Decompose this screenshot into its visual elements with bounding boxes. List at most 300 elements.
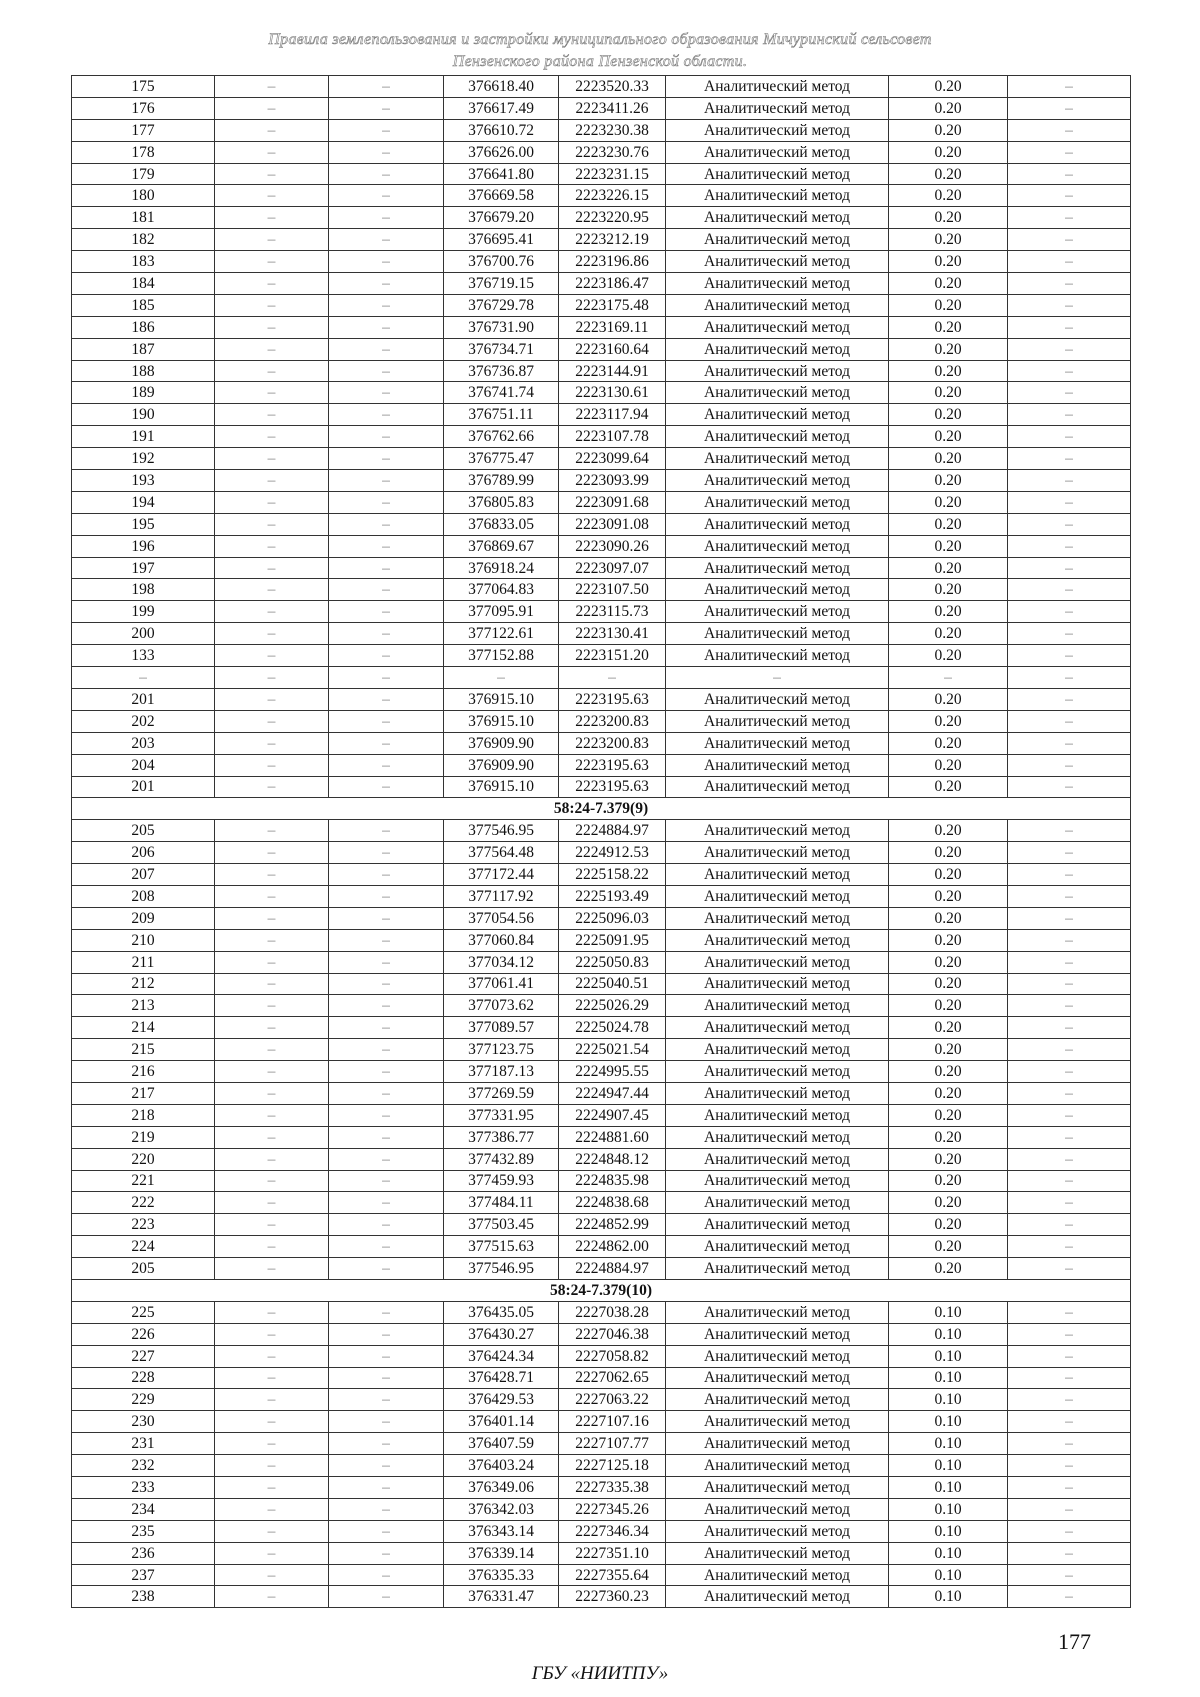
point-number-cell: 192 [72, 448, 215, 470]
precision-cell: 0.20 [889, 601, 1008, 623]
point-number-cell: 191 [72, 426, 215, 448]
empty-cell-b: – [329, 76, 444, 98]
point-number-cell: 229 [72, 1389, 215, 1411]
note-cell: – [1008, 1192, 1131, 1214]
table-row [72, 316, 1131, 338]
point-number-cell: 201 [72, 776, 215, 798]
table-row [72, 1301, 1131, 1323]
table-row [72, 951, 1131, 973]
note-cell: – [1008, 1126, 1131, 1148]
empty-cell-a: – [215, 907, 329, 929]
precision-cell: 0.20 [889, 185, 1008, 207]
precision-cell: 0.20 [889, 426, 1008, 448]
empty-cell-b: – [329, 885, 444, 907]
empty-cell-b: – [329, 579, 444, 601]
precision-cell: 0.20 [889, 754, 1008, 776]
empty-cell-b: – [329, 141, 444, 163]
empty-cell-b: – [329, 338, 444, 360]
y-coordinate-cell: 2227058.82 [559, 1345, 666, 1367]
method-cell: Аналитический метод [666, 229, 889, 251]
y-coordinate-cell: 2225040.51 [559, 973, 666, 995]
empty-cell-a: – [215, 645, 329, 667]
running-header-line-1: Правила землепользования и застройки муниципального образования Мичуринский сельсовет [268, 31, 932, 48]
table-row [72, 1039, 1131, 1061]
table-row [72, 732, 1131, 754]
note-cell: – [1008, 1477, 1131, 1499]
precision-cell: 0.20 [889, 1214, 1008, 1236]
precision-cell: 0.20 [889, 864, 1008, 886]
precision-cell: 0.20 [889, 360, 1008, 382]
empty-cell-b: – [329, 1477, 444, 1499]
empty-cell-b: – [329, 97, 444, 119]
note-cell: – [1008, 382, 1131, 404]
running-header-line-2: Пензенского района Пензенской области. [452, 53, 748, 70]
empty-cell-a: – [215, 426, 329, 448]
table-row [72, 426, 1131, 448]
empty-cell-a: – [215, 1542, 329, 1564]
point-number-cell: 209 [72, 907, 215, 929]
x-coordinate-cell: 377187.13 [444, 1061, 559, 1083]
point-number-cell: 188 [72, 360, 215, 382]
note-cell: – [1008, 316, 1131, 338]
precision-cell: 0.20 [889, 973, 1008, 995]
point-number-cell: 234 [72, 1498, 215, 1520]
empty-cell-a: – [215, 1433, 329, 1455]
note-cell: – [1008, 229, 1131, 251]
table-row [72, 1345, 1131, 1367]
precision-cell: 0.10 [889, 1301, 1008, 1323]
point-number-cell: 238 [72, 1586, 215, 1608]
empty-cell-a: – [215, 1039, 329, 1061]
method-cell: Аналитический метод [666, 1542, 889, 1564]
empty-cell-b: – [329, 1301, 444, 1323]
x-coordinate-cell: 377117.92 [444, 885, 559, 907]
table-row [72, 1148, 1131, 1170]
y-coordinate-cell: 2224884.97 [559, 820, 666, 842]
table-row [72, 1017, 1131, 1039]
note-cell: – [1008, 1039, 1131, 1061]
method-cell: Аналитический метод [666, 251, 889, 273]
empty-cell-b: – [329, 667, 444, 689]
x-coordinate-cell: 377064.83 [444, 579, 559, 601]
coordinates-table-body [72, 76, 1131, 1608]
table-row [72, 338, 1131, 360]
precision-cell: 0.20 [889, 141, 1008, 163]
empty-cell-a: – [215, 1411, 329, 1433]
precision-cell: 0.20 [889, 229, 1008, 251]
method-cell: Аналитический метод [666, 119, 889, 141]
precision-cell: 0.20 [889, 404, 1008, 426]
table-row [72, 1061, 1131, 1083]
note-cell: – [1008, 1498, 1131, 1520]
method-cell: Аналитический метод [666, 1258, 889, 1280]
method-cell: Аналитический метод [666, 1498, 889, 1520]
empty-cell-a: – [215, 1104, 329, 1126]
coordinates-table [71, 75, 1131, 1608]
method-cell: Аналитический метод [666, 1148, 889, 1170]
note-cell: – [1008, 601, 1131, 623]
empty-cell-a: – [215, 557, 329, 579]
precision-cell: 0.10 [889, 1564, 1008, 1586]
empty-cell-b: – [329, 776, 444, 798]
empty-cell-a: – [215, 623, 329, 645]
x-coordinate-cell: 376349.06 [444, 1477, 559, 1499]
point-number-cell: 217 [72, 1082, 215, 1104]
note-cell: – [1008, 1148, 1131, 1170]
empty-cell-a: – [215, 929, 329, 951]
table-row [72, 448, 1131, 470]
note-cell: – [1008, 907, 1131, 929]
note-cell: – [1008, 1367, 1131, 1389]
x-coordinate-cell: 376428.71 [444, 1367, 559, 1389]
precision-cell: 0.20 [889, 1061, 1008, 1083]
note-cell: – [1008, 513, 1131, 535]
method-cell: Аналитический метод [666, 76, 889, 98]
x-coordinate-cell: 377073.62 [444, 995, 559, 1017]
y-coordinate-cell: 2223093.99 [559, 470, 666, 492]
x-coordinate-cell: 377034.12 [444, 951, 559, 973]
empty-cell-a: – [215, 1148, 329, 1170]
empty-cell-b: – [329, 1323, 444, 1345]
point-number-cell: 222 [72, 1192, 215, 1214]
note-cell: – [1008, 273, 1131, 295]
table-row [72, 97, 1131, 119]
table-row [72, 754, 1131, 776]
empty-cell-b: – [329, 907, 444, 929]
y-coordinate-cell: 2225024.78 [559, 1017, 666, 1039]
precision-cell: 0.20 [889, 163, 1008, 185]
empty-cell-a: – [215, 163, 329, 185]
table-row [72, 491, 1131, 513]
note-cell: – [1008, 185, 1131, 207]
y-coordinate-cell: 2223130.41 [559, 623, 666, 645]
empty-cell-b: – [329, 207, 444, 229]
empty-cell-a: – [215, 1236, 329, 1258]
note-cell: – [1008, 645, 1131, 667]
point-number-cell: 224 [72, 1236, 215, 1258]
method-cell: Аналитический метод [666, 1433, 889, 1455]
empty-cell-a: – [215, 185, 329, 207]
note-cell: – [1008, 557, 1131, 579]
empty-cell-a: – [215, 1564, 329, 1586]
y-coordinate-cell: 2223175.48 [559, 294, 666, 316]
empty-cell-b: – [329, 163, 444, 185]
method-cell: Аналитический метод [666, 579, 889, 601]
precision-cell: 0.20 [889, 535, 1008, 557]
precision-cell: 0.20 [889, 995, 1008, 1017]
table-row [72, 864, 1131, 886]
point-number-cell: 227 [72, 1345, 215, 1367]
method-cell: Аналитический метод [666, 864, 889, 886]
point-number-cell: 232 [72, 1455, 215, 1477]
precision-cell: 0.20 [889, 951, 1008, 973]
x-coordinate-cell: 376751.11 [444, 404, 559, 426]
method-cell: Аналитический метод [666, 185, 889, 207]
precision-cell: 0.10 [889, 1498, 1008, 1520]
x-coordinate-cell: 376331.47 [444, 1586, 559, 1608]
y-coordinate-cell: 2223231.15 [559, 163, 666, 185]
x-coordinate-cell: 377386.77 [444, 1126, 559, 1148]
y-coordinate-cell: 2224835.98 [559, 1170, 666, 1192]
y-coordinate-cell: 2223097.07 [559, 557, 666, 579]
method-cell: Аналитический метод [666, 1367, 889, 1389]
note-cell: – [1008, 1082, 1131, 1104]
empty-cell-a: – [215, 1017, 329, 1039]
point-number-cell: 204 [72, 754, 215, 776]
table-row [72, 273, 1131, 295]
method-cell: Аналитический метод [666, 1236, 889, 1258]
table-row [72, 907, 1131, 929]
y-coordinate-cell: 2223169.11 [559, 316, 666, 338]
note-cell: – [1008, 141, 1131, 163]
table-row [72, 842, 1131, 864]
note-cell: – [1008, 951, 1131, 973]
precision-cell: 0.20 [889, 76, 1008, 98]
y-coordinate-cell: 2223091.08 [559, 513, 666, 535]
point-number-cell: 200 [72, 623, 215, 645]
y-coordinate-cell: 2223195.63 [559, 754, 666, 776]
point-number-cell: 205 [72, 1258, 215, 1280]
point-number-cell: – [72, 667, 215, 689]
empty-cell-b: – [329, 995, 444, 1017]
x-coordinate-cell: 376618.40 [444, 76, 559, 98]
table-row [72, 535, 1131, 557]
method-cell: Аналитический метод [666, 338, 889, 360]
method-cell: Аналитический метод [666, 404, 889, 426]
point-number-cell: 207 [72, 864, 215, 886]
empty-cell-b: – [329, 1564, 444, 1586]
y-coordinate-cell: 2224912.53 [559, 842, 666, 864]
empty-cell-b: – [329, 1586, 444, 1608]
note-cell: – [1008, 1586, 1131, 1608]
x-coordinate-cell: 376915.10 [444, 688, 559, 710]
y-coordinate-cell: 2223200.83 [559, 732, 666, 754]
y-coordinate-cell: 2224838.68 [559, 1192, 666, 1214]
precision-cell: 0.20 [889, 1039, 1008, 1061]
note-cell: – [1008, 1236, 1131, 1258]
point-number-cell: 176 [72, 97, 215, 119]
empty-cell-b: – [329, 470, 444, 492]
precision-cell: 0.20 [889, 448, 1008, 470]
table-row [72, 1170, 1131, 1192]
precision-cell: 0.20 [889, 688, 1008, 710]
table-row [72, 76, 1131, 98]
x-coordinate-cell: 376617.49 [444, 97, 559, 119]
note-cell: – [1008, 1389, 1131, 1411]
precision-cell: 0.10 [889, 1345, 1008, 1367]
empty-cell-b: – [329, 1192, 444, 1214]
method-cell: Аналитический метод [666, 557, 889, 579]
method-cell: Аналитический метод [666, 1389, 889, 1411]
empty-cell-a: – [215, 338, 329, 360]
empty-cell-a: – [215, 360, 329, 382]
precision-cell: 0.20 [889, 623, 1008, 645]
empty-cell-b: – [329, 119, 444, 141]
empty-cell-a: – [215, 973, 329, 995]
y-coordinate-cell: 2223220.95 [559, 207, 666, 229]
x-coordinate-cell: 377123.75 [444, 1039, 559, 1061]
page-footer: ГБУ «НИИТПУ» [531, 1663, 669, 1684]
empty-cell-b: – [329, 1104, 444, 1126]
empty-cell-b: – [329, 316, 444, 338]
empty-cell-b: – [329, 1455, 444, 1477]
note-cell: – [1008, 97, 1131, 119]
method-cell: Аналитический метод [666, 382, 889, 404]
y-coordinate-cell: 2223200.83 [559, 710, 666, 732]
empty-cell-a: – [215, 885, 329, 907]
x-coordinate-cell: 376343.14 [444, 1520, 559, 1542]
table-row [72, 1258, 1131, 1280]
y-coordinate-cell: 2225091.95 [559, 929, 666, 951]
y-coordinate-cell: 2223230.38 [559, 119, 666, 141]
empty-cell-b: – [329, 273, 444, 295]
precision-cell: 0.20 [889, 207, 1008, 229]
x-coordinate-cell: 377095.91 [444, 601, 559, 623]
point-number-cell: 208 [72, 885, 215, 907]
empty-cell-a: – [215, 1586, 329, 1608]
empty-cell-b: – [329, 1389, 444, 1411]
table-row [72, 1323, 1131, 1345]
empty-cell-b: – [329, 842, 444, 864]
method-cell: Аналитический метод [666, 776, 889, 798]
empty-cell-a: – [215, 491, 329, 513]
table-row [72, 885, 1131, 907]
x-coordinate-cell: 376736.87 [444, 360, 559, 382]
empty-cell-a: – [215, 294, 329, 316]
x-coordinate-cell: – [444, 667, 559, 689]
point-number-cell: 226 [72, 1323, 215, 1345]
x-coordinate-cell: 377089.57 [444, 1017, 559, 1039]
note-cell: – [1008, 1411, 1131, 1433]
point-number-cell: 177 [72, 119, 215, 141]
method-cell: Аналитический метод [666, 623, 889, 645]
x-coordinate-cell: 377269.59 [444, 1082, 559, 1104]
empty-cell-a: – [215, 119, 329, 141]
x-coordinate-cell: 377484.11 [444, 1192, 559, 1214]
empty-cell-a: – [215, 404, 329, 426]
note-cell: – [1008, 1104, 1131, 1126]
point-number-cell: 133 [72, 645, 215, 667]
precision-cell: 0.20 [889, 1258, 1008, 1280]
empty-cell-a: – [215, 1301, 329, 1323]
table-row [72, 1214, 1131, 1236]
table-row [72, 513, 1131, 535]
empty-cell-a: – [215, 820, 329, 842]
x-coordinate-cell: 376918.24 [444, 557, 559, 579]
precision-cell: 0.20 [889, 1017, 1008, 1039]
x-coordinate-cell: 377331.95 [444, 1104, 559, 1126]
empty-cell-b: – [329, 1520, 444, 1542]
point-number-cell: 186 [72, 316, 215, 338]
table-row [72, 404, 1131, 426]
empty-cell-b: – [329, 1345, 444, 1367]
point-number-cell: 180 [72, 185, 215, 207]
precision-cell: 0.20 [889, 820, 1008, 842]
x-coordinate-cell: 376869.67 [444, 535, 559, 557]
y-coordinate-cell: – [559, 667, 666, 689]
method-cell: Аналитический метод [666, 1323, 889, 1345]
note-cell: – [1008, 820, 1131, 842]
empty-cell-b: – [329, 404, 444, 426]
empty-cell-b: – [329, 251, 444, 273]
point-number-cell: 237 [72, 1564, 215, 1586]
point-number-cell: 230 [72, 1411, 215, 1433]
point-number-cell: 225 [72, 1301, 215, 1323]
y-coordinate-cell: 2227107.77 [559, 1433, 666, 1455]
empty-cell-a: – [215, 1498, 329, 1520]
point-number-cell: 178 [72, 141, 215, 163]
empty-cell-b: – [329, 294, 444, 316]
empty-cell-a: – [215, 579, 329, 601]
empty-cell-b: – [329, 973, 444, 995]
point-number-cell: 212 [72, 973, 215, 995]
y-coordinate-cell: 2223117.94 [559, 404, 666, 426]
note-cell: – [1008, 776, 1131, 798]
point-number-cell: 196 [72, 535, 215, 557]
precision-cell: 0.20 [889, 645, 1008, 667]
x-coordinate-cell: 376915.10 [444, 776, 559, 798]
y-coordinate-cell: 2223091.68 [559, 491, 666, 513]
y-coordinate-cell: 2223099.64 [559, 448, 666, 470]
precision-cell: 0.10 [889, 1455, 1008, 1477]
point-number-cell: 194 [72, 491, 215, 513]
point-number-cell: 175 [72, 76, 215, 98]
empty-cell-a: – [215, 1323, 329, 1345]
y-coordinate-cell: 2227346.34 [559, 1520, 666, 1542]
x-coordinate-cell: 376430.27 [444, 1323, 559, 1345]
y-coordinate-cell: 2224907.45 [559, 1104, 666, 1126]
table-row [72, 185, 1131, 207]
y-coordinate-cell: 2227063.22 [559, 1389, 666, 1411]
note-cell: – [1008, 1301, 1131, 1323]
y-coordinate-cell: 2224995.55 [559, 1061, 666, 1083]
precision-cell: 0.20 [889, 1236, 1008, 1258]
point-number-cell: 219 [72, 1126, 215, 1148]
precision-cell: 0.20 [889, 842, 1008, 864]
empty-cell-b: – [329, 1017, 444, 1039]
x-coordinate-cell: 376641.80 [444, 163, 559, 185]
y-coordinate-cell: 2223212.19 [559, 229, 666, 251]
method-cell: Аналитический метод [666, 1301, 889, 1323]
x-coordinate-cell: 376719.15 [444, 273, 559, 295]
empty-cell-a: – [215, 710, 329, 732]
table-row [72, 1104, 1131, 1126]
method-cell: Аналитический метод [666, 907, 889, 929]
x-coordinate-cell: 376610.72 [444, 119, 559, 141]
note-cell: – [1008, 732, 1131, 754]
note-cell: – [1008, 667, 1131, 689]
note-cell: – [1008, 579, 1131, 601]
empty-cell-a: – [215, 601, 329, 623]
table-row [72, 382, 1131, 404]
precision-cell: 0.20 [889, 316, 1008, 338]
empty-cell-b: – [329, 929, 444, 951]
table-row [72, 119, 1131, 141]
point-number-cell: 223 [72, 1214, 215, 1236]
empty-cell-a: – [215, 995, 329, 1017]
method-cell: Аналитический метод [666, 360, 889, 382]
empty-cell-a: – [215, 382, 329, 404]
table-row [72, 470, 1131, 492]
x-coordinate-cell: 376789.99 [444, 470, 559, 492]
precision-cell: 0.20 [889, 579, 1008, 601]
method-cell: Аналитический метод [666, 929, 889, 951]
empty-cell-b: – [329, 688, 444, 710]
precision-cell: 0.20 [889, 273, 1008, 295]
table-row [72, 820, 1131, 842]
x-coordinate-cell: 377459.93 [444, 1170, 559, 1192]
method-cell: Аналитический метод [666, 754, 889, 776]
